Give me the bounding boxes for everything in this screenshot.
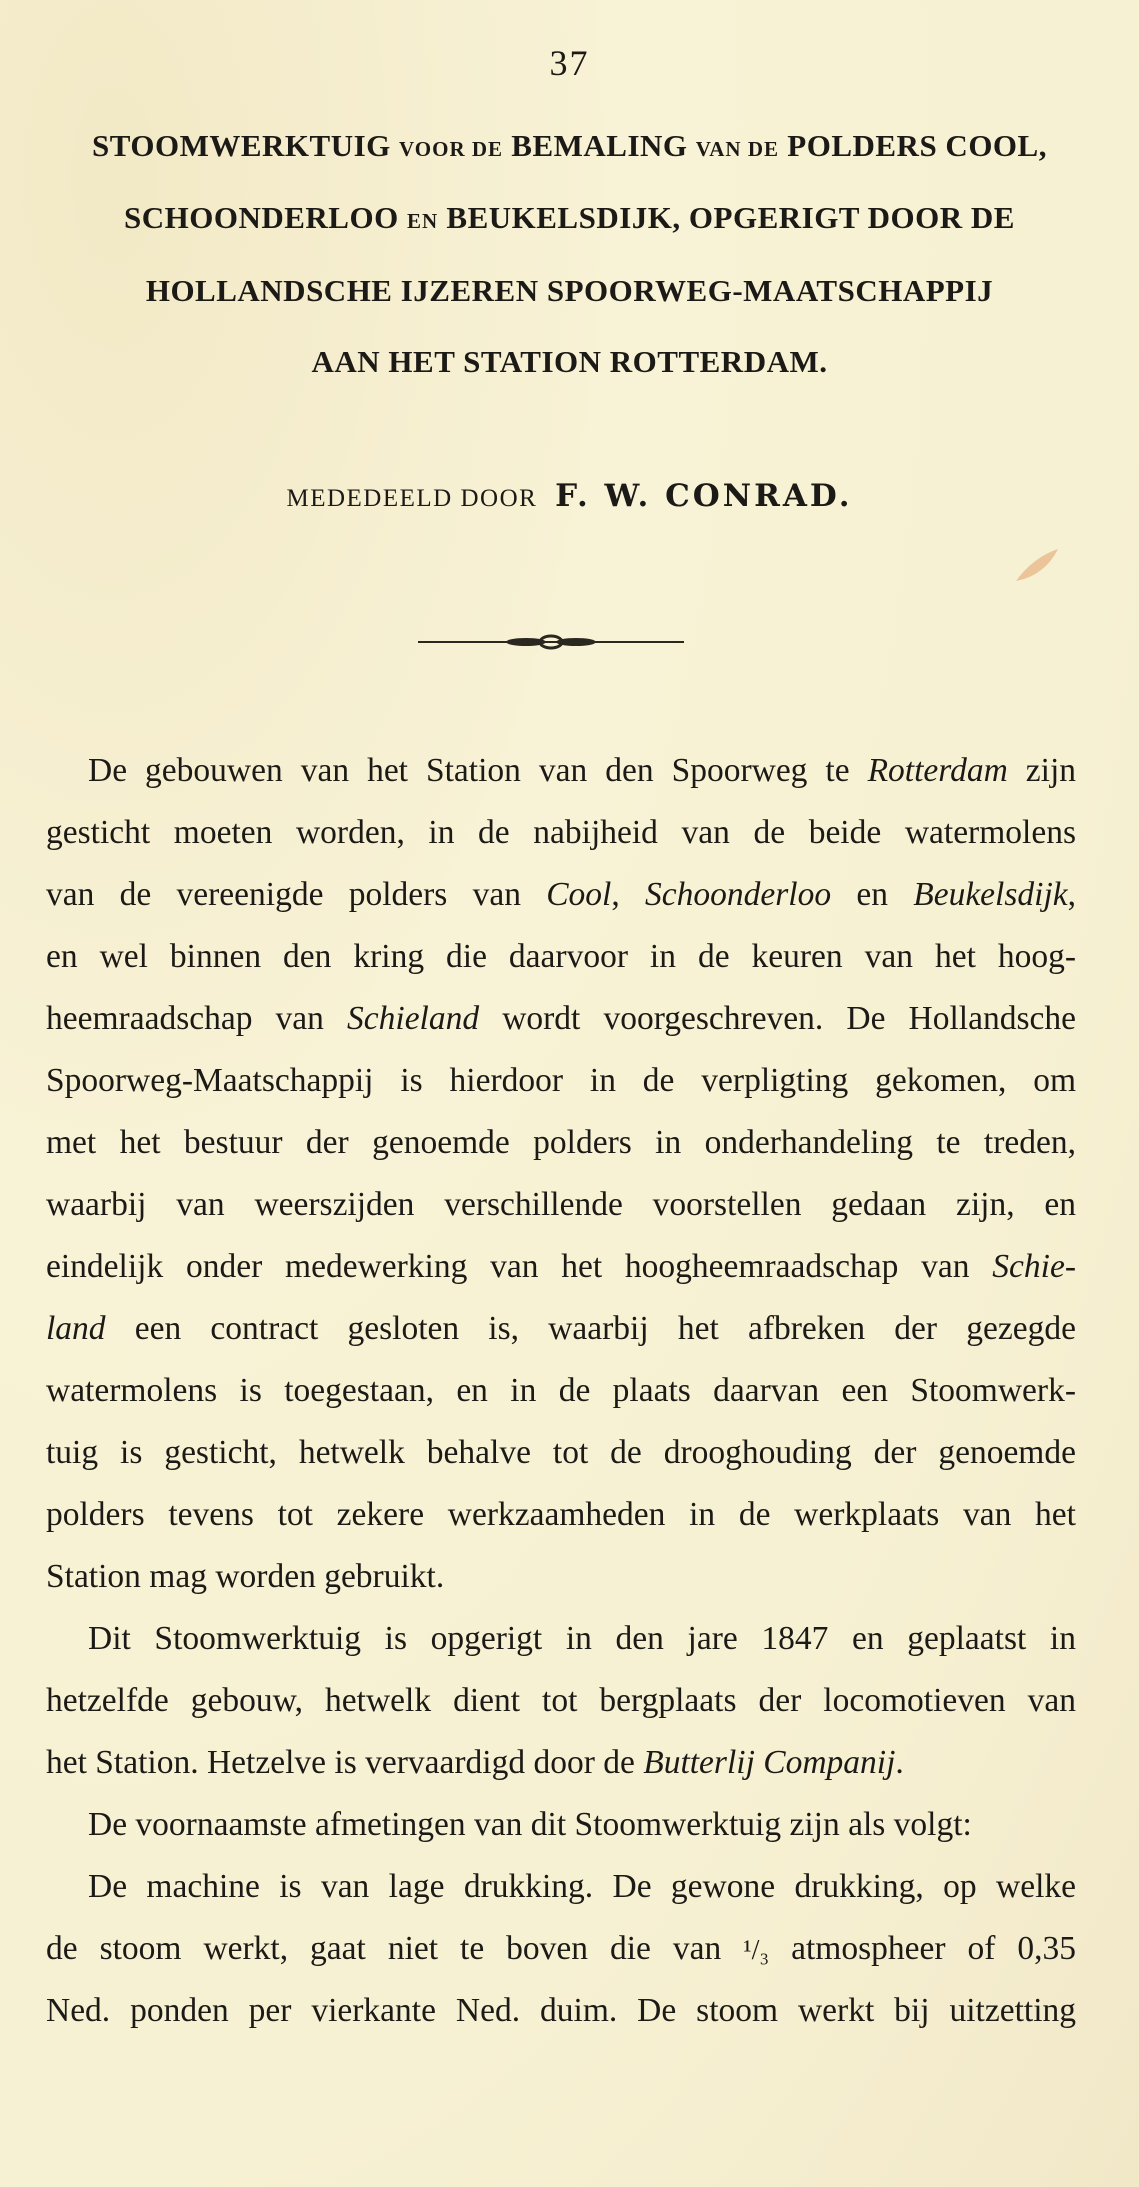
text-line xyxy=(46,926,1076,988)
text-line xyxy=(46,1980,1076,2042)
text-line xyxy=(46,1112,1076,1174)
title-small-caps: EN xyxy=(406,209,439,233)
title-line-1 xyxy=(0,128,1139,164)
text-run: eindelijk onder medewerking van het hoogheemraadschap van xyxy=(46,1248,993,1285)
text-run: hetzelfde gebouw, hetwelk dient tot bergplaats der locomotieven van xyxy=(46,1682,1076,1719)
text-run: en xyxy=(831,876,914,913)
title-word: BEMALING xyxy=(511,128,688,163)
fraction: ¹/₃ xyxy=(743,1935,770,1966)
text-line xyxy=(46,802,1076,864)
text-line xyxy=(46,740,1076,802)
text-run: heemraadschap van xyxy=(46,1000,348,1037)
text-line xyxy=(46,988,1076,1050)
paragraph-4 xyxy=(46,1856,1076,2042)
paragraph-2 xyxy=(46,1608,1076,1794)
text-run: het Station. Hetzelve is vervaardigd door de xyxy=(46,1744,644,1781)
text-line xyxy=(46,1856,1076,1918)
text-line xyxy=(46,1918,1076,1980)
text-line xyxy=(46,1174,1076,1236)
italic-text: land xyxy=(46,1310,106,1347)
title-line-4: AAN HET STATION ROTTERDAM. xyxy=(311,344,828,379)
text-run: en wel binnen den kring die daarvoor in de keuren van het hoog- xyxy=(46,938,1076,975)
text-run: tuig is gesticht, hetwelk behalve tot de drooghouding der genoemde xyxy=(46,1434,1076,1471)
text-line xyxy=(46,864,1076,926)
italic-text: Butterlij Companij xyxy=(643,1744,896,1781)
text-run: , xyxy=(611,876,645,913)
italic-text: Schoonderloo xyxy=(645,876,832,913)
text-run: atmospheer of 0,35 xyxy=(769,1930,1076,1967)
text-run: . xyxy=(895,1744,904,1781)
text-run: watermolens is toegestaan, en in de plaats daarvan een Stoomwerk- xyxy=(46,1372,1076,1409)
text-run: waarbij van weerszijden verschillende voorstellen gedaan zijn, en xyxy=(46,1186,1076,1223)
italic-text: Schieland xyxy=(347,1000,480,1037)
paragraph-3 xyxy=(46,1794,1076,1856)
byline-author: F. W. CONRAD. xyxy=(555,478,853,514)
byline xyxy=(0,478,1139,514)
title-line-3: HOLLANDSCHE IJZEREN SPOORWEG-MAATSCHAPPIJ xyxy=(145,273,994,308)
text-line xyxy=(46,1298,1076,1360)
text-run: Station mag worden gebruikt. xyxy=(46,1558,445,1595)
text-line xyxy=(46,1732,1076,1794)
title-word: SCHOONDERLOO xyxy=(123,200,399,235)
text-run: De gebouwen van het Station van den Spoorweg te xyxy=(88,752,868,789)
text-run: de stoom werkt, gaat niet te boven die van xyxy=(46,1930,744,1967)
italic-text: Beukelsdijk xyxy=(913,876,1068,913)
text-line xyxy=(46,1484,1076,1546)
title-word: BEUKELSDIJK, OPGERIGT DOOR DE xyxy=(446,200,1015,235)
text-run: met het bestuur der genoemde polders in onderhandeling te treden, xyxy=(46,1124,1076,1161)
paper-stain-mark xyxy=(1012,545,1062,585)
title-small-caps: VOOR DE xyxy=(399,137,504,161)
italic-text: Schie- xyxy=(992,1248,1076,1285)
title-word: STOOMWERKTUIG xyxy=(92,128,391,163)
text-line xyxy=(46,1422,1076,1484)
text-line xyxy=(46,1546,1076,1608)
text-line xyxy=(46,1360,1076,1422)
text-line xyxy=(46,1050,1076,1112)
ornament-divider xyxy=(418,628,684,656)
text-run: polders tevens tot zekere werkzaamheden in de werkplaats van het xyxy=(46,1496,1076,1533)
byline-prefix: MEDEDEELD DOOR xyxy=(286,485,538,512)
page-number: 37 xyxy=(549,43,590,83)
text-run: Dit Stoomwerktuig is opgerigt in den jare 1847 en geplaatst in xyxy=(88,1620,1076,1657)
italic-text: Cool xyxy=(546,876,612,913)
title-line-2 xyxy=(0,200,1139,236)
body-text xyxy=(46,740,1076,2042)
text-run: een contract gesloten is, waarbij het afbreken der gezegde xyxy=(105,1310,1076,1347)
text-line xyxy=(46,1608,1076,1670)
text-run: De voornaamste afmetingen van dit Stoomwerktuig zijn als volgt: xyxy=(88,1806,972,1843)
text-line xyxy=(46,1670,1076,1732)
text-run: wordt voorgeschreven. De Hollandsche xyxy=(479,1000,1076,1037)
title-word: POLDERS COOL, xyxy=(787,128,1047,163)
text-run: , xyxy=(1067,876,1077,913)
paragraph-1 xyxy=(46,740,1076,1608)
text-run: Ned. ponden per vierkante Ned. duim. De stoom werkt bij uitzetting xyxy=(46,1992,1076,2029)
text-run: Spoorweg-Maatschappij is hierdoor in de verpligting gekomen, om xyxy=(46,1062,1076,1099)
text-line xyxy=(46,1794,1076,1856)
italic-text: Rotterdam xyxy=(867,752,1008,789)
text-run: De machine is van lage drukking. De gewone drukking, op welke xyxy=(88,1868,1076,1905)
text-run: gesticht moeten worden, in de nabijheid van de beide watermolens xyxy=(46,814,1076,851)
title-small-caps: VAN DE xyxy=(695,137,780,161)
text-line xyxy=(46,1236,1076,1298)
text-run: zijn xyxy=(1007,752,1076,789)
text-run: van de vereenigde polders van xyxy=(46,876,547,913)
